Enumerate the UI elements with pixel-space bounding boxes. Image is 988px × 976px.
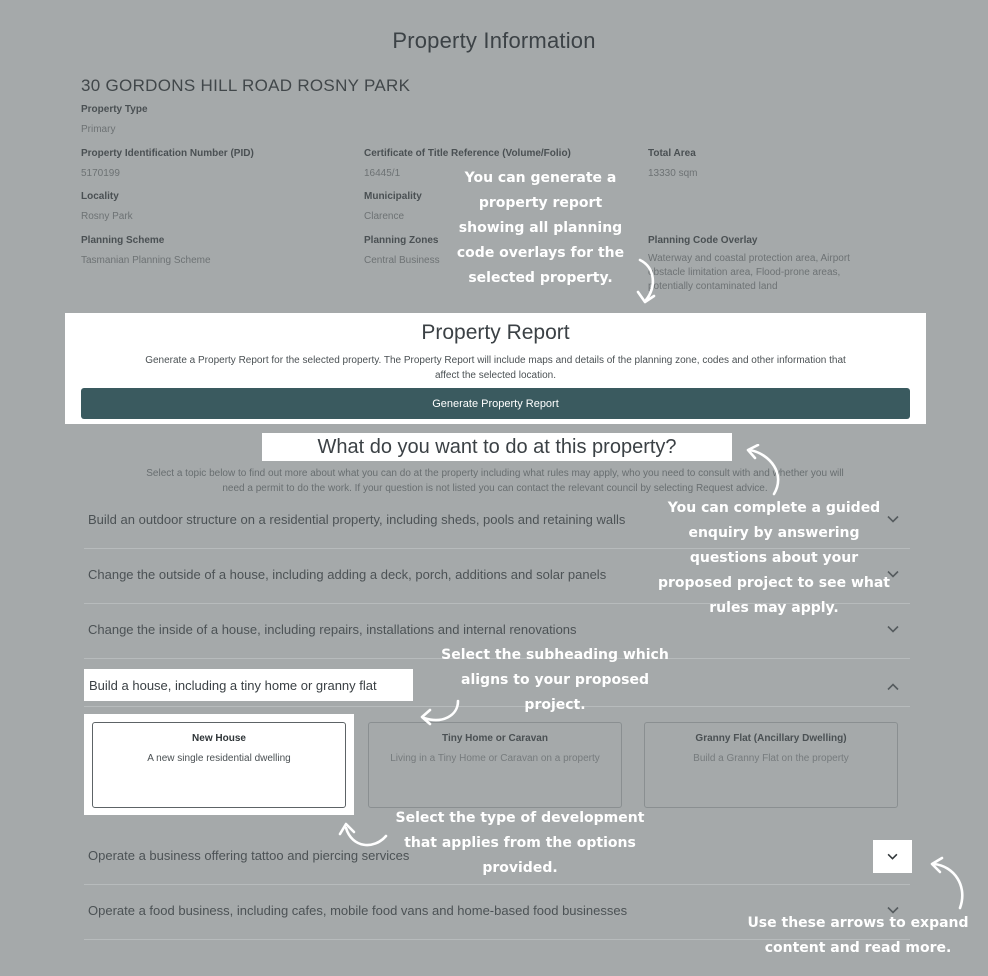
curved-arrow-icon xyxy=(418,698,464,728)
callout-line: You can complete a guided xyxy=(667,500,881,516)
field-value: Central Business xyxy=(364,255,440,266)
field-value xyxy=(648,252,898,294)
chevron-down-icon[interactable] xyxy=(873,840,912,873)
property-report-description xyxy=(85,353,906,383)
callout-line: code overlays for the xyxy=(456,245,625,261)
field-municipality xyxy=(364,191,422,224)
field-pid xyxy=(81,148,254,181)
field-label: Total Area xyxy=(648,148,696,159)
field-label: Property Type xyxy=(81,104,148,115)
callout-line: enquiry by answering xyxy=(688,525,860,541)
option-subtitle: Build a Granny Flat on the property xyxy=(693,753,849,764)
callout-line: content and read more. xyxy=(764,940,952,956)
accordion-label-build-house[interactable]: Build a house, including a tiny home or granny flat xyxy=(84,669,413,701)
field-value: 16445/1 xyxy=(364,168,401,179)
field-label: Planning Code Overlay xyxy=(648,235,758,246)
callout-line: Select the type of development xyxy=(395,810,645,826)
callout-line: showing all planning xyxy=(458,220,623,236)
option-subtitle: A new single residential dwelling xyxy=(147,753,291,764)
intro-line: Select a topic below to find out more about what you can do at the property including what rules may apply, who you need to consult with and whether you will xyxy=(146,468,844,479)
callout-line: property report xyxy=(478,195,603,211)
curved-arrow-icon xyxy=(338,814,390,852)
accordion-label: Operate a business offering tattoo and piercing services xyxy=(88,848,410,863)
description-line: Generate a Property Report for the selected property. The Property Report will include maps and details of the planning zone, codes and other information that xyxy=(145,355,846,366)
field-label: Municipality xyxy=(364,191,422,202)
field-locality xyxy=(81,191,133,224)
accordion-label: Change the inside of a house, including repairs, installations and internal renovations xyxy=(88,622,577,637)
chevron-up-icon[interactable] xyxy=(886,680,900,694)
field-value: 13330 sqm xyxy=(648,168,698,179)
field-label: Planning Scheme xyxy=(81,235,165,246)
callout-guided-enquiry xyxy=(650,496,898,621)
property-report-title: Property Report xyxy=(421,321,570,344)
accordion-label: Build an outdoor structure on a residential property, including sheds, pools and retaining walls xyxy=(88,512,626,527)
field-value: 5170199 xyxy=(81,168,120,179)
field-planning-zones xyxy=(364,235,440,268)
field-value: Clarence xyxy=(364,211,405,222)
field-label: Locality xyxy=(81,191,119,202)
option-subtitle: Living in a Tiny Home or Caravan on a property xyxy=(390,753,600,764)
description-line: affect the selected location. xyxy=(434,370,556,381)
callout-line: that applies from the options xyxy=(404,835,636,851)
callout-line: rules may apply. xyxy=(709,600,839,616)
curved-arrow-icon xyxy=(926,856,970,912)
field-value: Primary xyxy=(81,124,116,135)
option-card-tiny-home[interactable] xyxy=(368,722,622,808)
property-address: 30 GORDONS HILL ROAD ROSNY PARK xyxy=(81,76,411,95)
callout-line: Use these arrows to expand xyxy=(747,915,969,931)
callout-line: selected property. xyxy=(468,270,613,286)
callout-line: proposed project to see what xyxy=(657,575,891,591)
callout-property-report xyxy=(448,166,633,291)
callout-development-type xyxy=(392,806,648,881)
intro-line: need a permit to do the work. If your question is not listed you can contact the relevant council by selecting Request advice. xyxy=(222,483,768,494)
option-highlight xyxy=(84,714,354,815)
field-label: Planning Zones xyxy=(364,235,439,246)
curved-arrow-icon xyxy=(634,258,664,308)
accordion-label: Operate a food business, including cafes, mobile food vans and home-based food businesses xyxy=(88,903,628,918)
field-property-type xyxy=(81,104,148,137)
callout-line: aligns to your proposed xyxy=(461,672,649,688)
field-planning-code-overlay xyxy=(648,235,898,294)
overlay-line: obstacle limitation area, Flood-prone areas, xyxy=(648,267,841,278)
callout-subheading xyxy=(430,643,680,718)
callout-line: You can generate a xyxy=(464,170,617,186)
option-card-granny-flat[interactable] xyxy=(644,722,898,808)
chevron-down-icon[interactable] xyxy=(886,622,900,636)
field-value: Rosny Park xyxy=(81,211,133,222)
property-report-panel xyxy=(65,313,926,424)
option-title: Tiny Home or Caravan xyxy=(442,733,548,744)
callout-line: questions about your xyxy=(689,550,859,566)
field-label: Certificate of Title Reference (Volume/Folio) xyxy=(364,148,571,159)
callout-line: provided. xyxy=(482,860,558,876)
field-value: Tasmanian Planning Scheme xyxy=(81,255,211,266)
accordion-label: Change the outside of a house, including adding a deck, porch, additions and solar panels xyxy=(88,567,607,582)
generate-property-report-button[interactable]: Generate Property Report xyxy=(81,388,910,419)
option-card-new-house[interactable] xyxy=(92,722,346,808)
curved-arrow-icon xyxy=(740,444,788,498)
field-total-area xyxy=(648,148,697,181)
option-title: New House xyxy=(192,733,246,744)
overlay-line: Waterway and coastal protection area, Airport xyxy=(648,253,850,264)
page-title: Property Information xyxy=(392,28,596,53)
callout-expand-arrows xyxy=(740,911,976,961)
topics-heading: What do you want to do at this property? xyxy=(262,433,732,461)
option-title: Granny Flat (Ancillary Dwelling) xyxy=(695,733,847,744)
callout-line: project. xyxy=(524,697,586,713)
field-planning-scheme xyxy=(81,235,211,268)
callout-line: Select the subheading which xyxy=(441,647,669,663)
overlay-line: potentially contaminated land xyxy=(648,281,778,292)
field-label: Property Identification Number (PID) xyxy=(81,148,254,159)
